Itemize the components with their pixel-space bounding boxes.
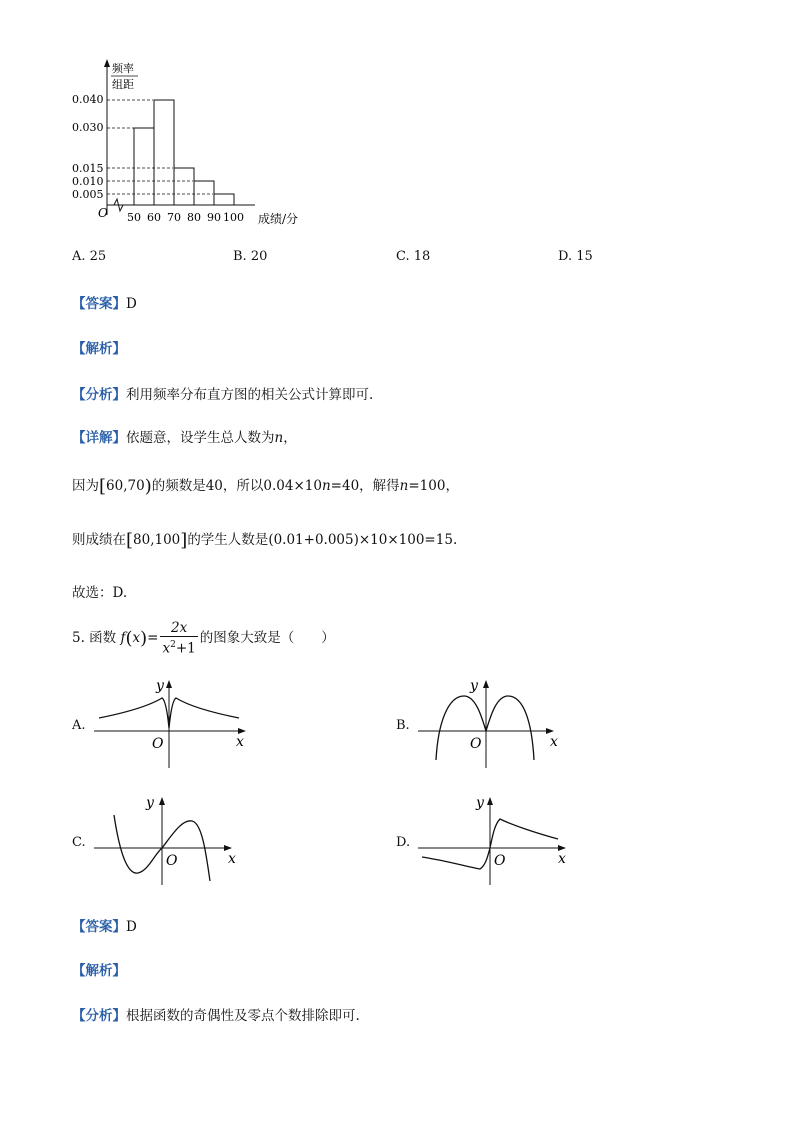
- equals: =: [147, 629, 159, 646]
- bar-90-100: [214, 194, 234, 205]
- axis-y-label: y: [146, 795, 154, 811]
- lbracket: [: [126, 530, 134, 551]
- option-b[interactable]: B. 20: [233, 249, 268, 264]
- bar-50-60: [134, 128, 154, 205]
- denominator: [160, 637, 197, 657]
- equation: (0.01+0.005)×10×100=15: [268, 532, 453, 548]
- q4-fenxi: [72, 383, 373, 403]
- q5-answer: [72, 915, 137, 935]
- origin-label: O: [494, 853, 506, 869]
- jiexi-tag: 【解析】: [72, 341, 126, 357]
- q4-step2: [72, 528, 457, 551]
- curve-right: [486, 696, 534, 760]
- bar-60-70: [154, 100, 174, 205]
- graph-a: [94, 678, 254, 770]
- fenxi-tag: 【分析】: [72, 1008, 126, 1024]
- q4-guxuan: [72, 581, 127, 601]
- answer-value: D: [126, 296, 137, 312]
- axis-y-label: y: [476, 795, 484, 811]
- equation: 0.04×10: [263, 478, 322, 494]
- bar-70-80: [174, 168, 194, 205]
- y-tick-0030: 0.030: [72, 121, 104, 134]
- text: .: [452, 532, 458, 548]
- xiangjie-text: 依题意，设学生总人数为: [126, 430, 275, 446]
- x-tick-50: 50: [127, 211, 141, 224]
- func-f: f: [120, 629, 126, 646]
- var-x: x: [132, 629, 141, 646]
- x-tick-100: 100: [223, 211, 244, 224]
- y-label-top: 频率: [112, 62, 134, 75]
- option-label: A.: [72, 718, 86, 733]
- value: 40: [205, 478, 223, 494]
- origin-label: O: [98, 206, 108, 220]
- numerator: 2x: [160, 620, 197, 637]
- x-axis-label: 成绩/分: [258, 212, 299, 226]
- origin-label: O: [470, 736, 482, 752]
- text: 因为: [72, 478, 99, 494]
- fenxi-text: 根据函数的奇偶性及零点个数排除即可.: [126, 1008, 360, 1024]
- interval: 80,100: [133, 532, 181, 548]
- axis-x-label: x: [236, 734, 244, 750]
- lparen: (: [125, 627, 133, 649]
- origin-label: O: [152, 736, 164, 752]
- axis-y-label: y: [156, 678, 164, 694]
- rparen: ): [144, 476, 152, 497]
- graph-d: [418, 795, 586, 887]
- xiangjie-tag: 【详解】: [72, 430, 126, 446]
- origin-label: O: [166, 853, 178, 869]
- text: 的频数是: [151, 478, 206, 494]
- q5-option-b[interactable]: [396, 678, 576, 770]
- q4-jiexi: [72, 337, 126, 357]
- graph-b: [418, 678, 578, 770]
- text: ，解得: [359, 478, 400, 494]
- equation: =40: [330, 478, 360, 494]
- y-tick-0010: 0.010: [72, 175, 104, 188]
- den-x: x: [162, 640, 171, 657]
- axis-x-label: x: [228, 851, 236, 867]
- q5-fenxi: [72, 1004, 360, 1024]
- text: 则成绩在: [72, 532, 126, 548]
- text: ，: [445, 478, 459, 494]
- frequency-histogram: [60, 55, 320, 235]
- fraction: [160, 620, 197, 657]
- y-axis-arrow: [487, 797, 493, 805]
- y-tick-0005: 0.005: [72, 188, 104, 201]
- y-axis-arrow: [483, 680, 489, 688]
- den-plus: +1: [175, 640, 196, 657]
- lbracket: [: [99, 476, 107, 497]
- jiexi-tag: 【解析】: [72, 963, 126, 979]
- axis-x-label: x: [550, 734, 558, 750]
- q5-option-d[interactable]: [396, 795, 586, 887]
- interval: 60,70: [106, 478, 145, 494]
- var-n: n: [321, 478, 331, 494]
- text: 故选：D.: [72, 585, 128, 601]
- graph-c: [94, 795, 254, 887]
- bar-80-90: [194, 181, 214, 205]
- option-d[interactable]: D. 15: [558, 249, 593, 264]
- axis-x-label: x: [558, 851, 566, 867]
- option-c[interactable]: C. 18: [396, 249, 431, 264]
- q5-jiexi: [72, 959, 126, 979]
- q5-stem: [72, 620, 335, 657]
- text: 5. 函数: [72, 629, 117, 646]
- x-tick-90: 90: [207, 211, 221, 224]
- answer-value: D: [126, 919, 137, 935]
- y-axis-arrow: [159, 797, 165, 805]
- option-a[interactable]: A. 25: [72, 249, 107, 264]
- fenxi-tag: 【分析】: [72, 387, 126, 403]
- rbracket: ]: [180, 530, 188, 551]
- y-axis-arrow: [104, 59, 110, 67]
- q5-option-c[interactable]: [72, 795, 252, 887]
- den-sup: 2: [170, 640, 176, 650]
- q4-xiangjie: [72, 426, 297, 446]
- q4-step1: [72, 474, 459, 497]
- comma: ，: [283, 430, 297, 446]
- text: ，所以: [222, 478, 264, 494]
- x-tick-70: 70: [167, 211, 181, 224]
- q5-option-a[interactable]: [72, 678, 252, 770]
- equation: =100: [408, 478, 446, 494]
- var-n: n: [399, 478, 409, 494]
- rparen: ): [140, 627, 148, 649]
- q4-answer: [72, 292, 137, 312]
- option-label: C.: [72, 835, 86, 850]
- option-label: D.: [396, 835, 411, 850]
- text: 的图象大致是（ ）: [199, 629, 335, 646]
- x-tick-80: 80: [187, 211, 201, 224]
- var-n: n: [274, 430, 284, 446]
- y-label-bottom: 组距: [112, 78, 134, 91]
- answer-tag: 【答案】: [72, 296, 126, 312]
- y-tick-0015: 0.015: [72, 162, 104, 175]
- text: 的学生人数是: [187, 532, 269, 548]
- y-axis-arrow: [166, 680, 172, 688]
- fenxi-text: 利用频率分布直方图的相关公式计算即可.: [126, 387, 374, 403]
- x-tick-60: 60: [147, 211, 161, 224]
- option-label: B.: [396, 718, 410, 733]
- answer-tag: 【答案】: [72, 919, 126, 935]
- y-tick-0040: 0.040: [72, 93, 104, 106]
- axis-y-label: y: [470, 678, 478, 694]
